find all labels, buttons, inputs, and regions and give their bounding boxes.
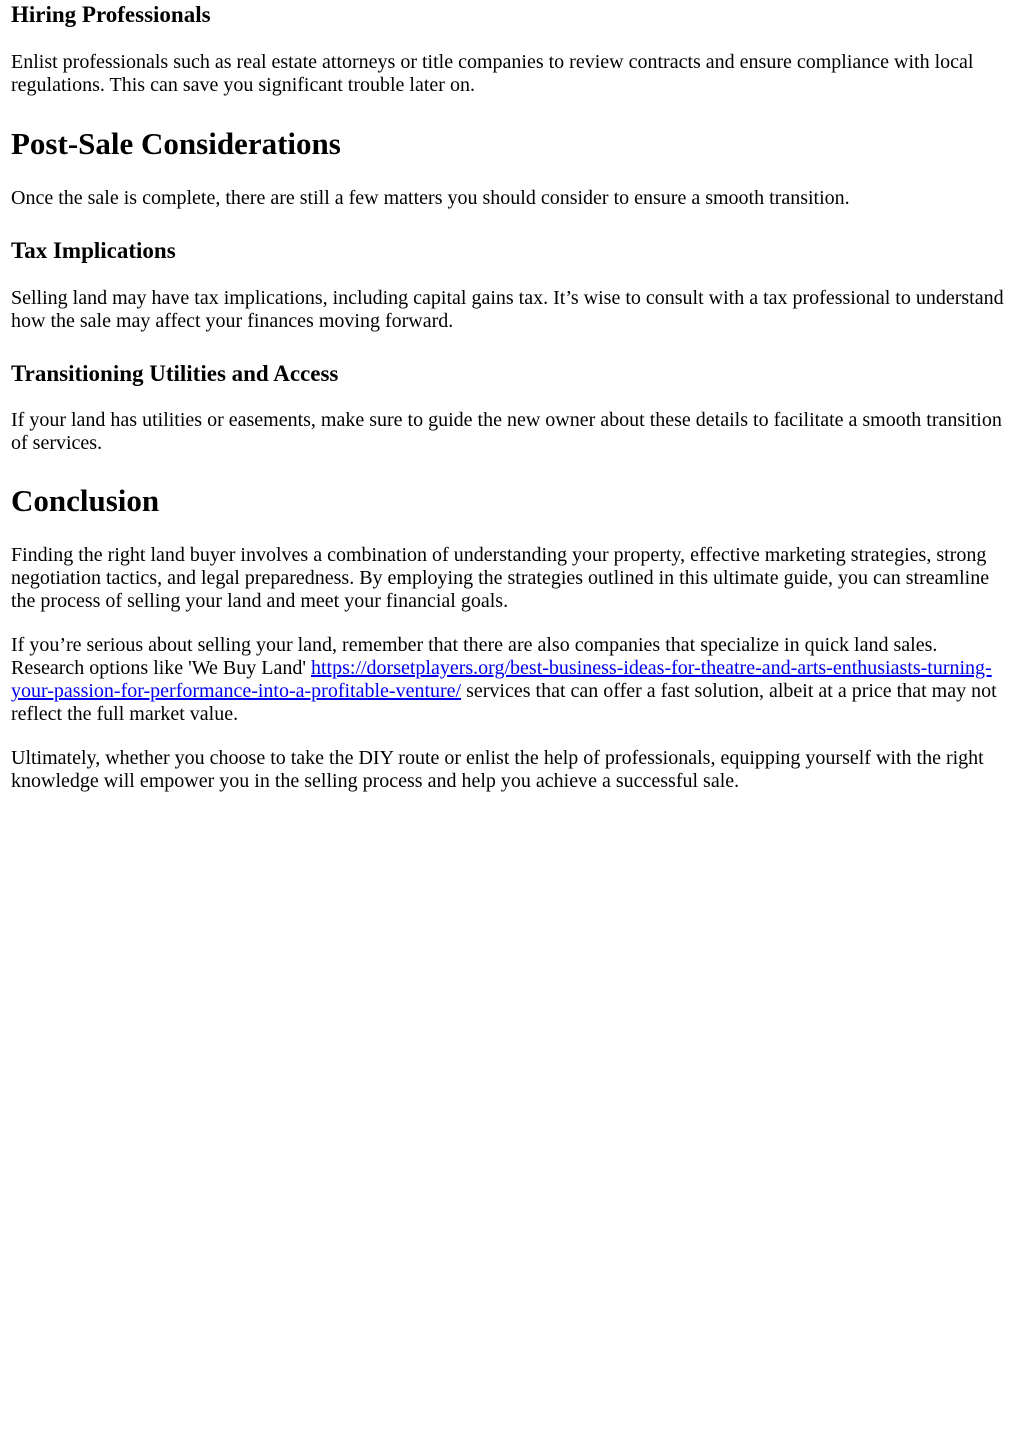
paragraph-conclusion-3: Ultimately, whether you choose to take the DIY route or enlist the help of professionals, equipping yourself with the right knowledge will empower you in the selling process and help you achieve a successful sale.: [11, 747, 984, 792]
paragraph-conclusion-2: [11, 634, 1013, 726]
paragraph-hiring-professionals: Enlist professionals such as real estate attorneys or title companies to review contracts and ensure compliance with local regulations. This can save you significant trouble later on.: [11, 51, 974, 96]
paragraph-conclusion-1: Finding the right land buyer involves a combination of understanding your property, effective marketing strategies, strong negotiation tactics, and legal preparedness. By employing the strategies outlined in this ultimate guide, you can streamline the process of selling your land and meet your financial goals.: [11, 544, 990, 612]
heading-post-sale-considerations: Post-Sale Considerations: [11, 126, 341, 161]
heading-conclusion: Conclusion: [11, 483, 160, 518]
paragraph-conclusion-2-intro: If you’re serious about selling your land, remember that there are also companies that specialize in quick land sales. Research options like 'We Buy Land': [11, 634, 938, 679]
heading-transitioning-utilities: Transitioning Utilities and Access: [11, 361, 339, 386]
dorsetplayers-link[interactable]: https://dorsetplayers.org/best-business-ideas-for-theatre-and-arts-enthusiasts-turning-your-passion-for-performance-into-a-profitable-venture/: [11, 657, 992, 702]
paragraph-transitioning-utilities: If your land has utilities or easements, make sure to guide the new owner about these details to facilitate a smooth transition of services.: [11, 409, 1002, 454]
heading-hiring-professionals: Hiring Professionals: [11, 2, 211, 27]
heading-tax-implications: Tax Implications: [11, 238, 176, 263]
paragraph-post-sale: Once the sale is complete, there are still a few matters you should consider to ensure a smooth transition.: [11, 187, 850, 209]
paragraph-conclusion-2-outro: services that can offer a fast solution, albeit at a price that may not reflect the full market value.: [11, 680, 997, 725]
paragraph-tax-implications: Selling land may have tax implications, including capital gains tax. It’s wise to consult with a tax professional to understand how the sale may affect your finances moving forward.: [11, 287, 1004, 332]
